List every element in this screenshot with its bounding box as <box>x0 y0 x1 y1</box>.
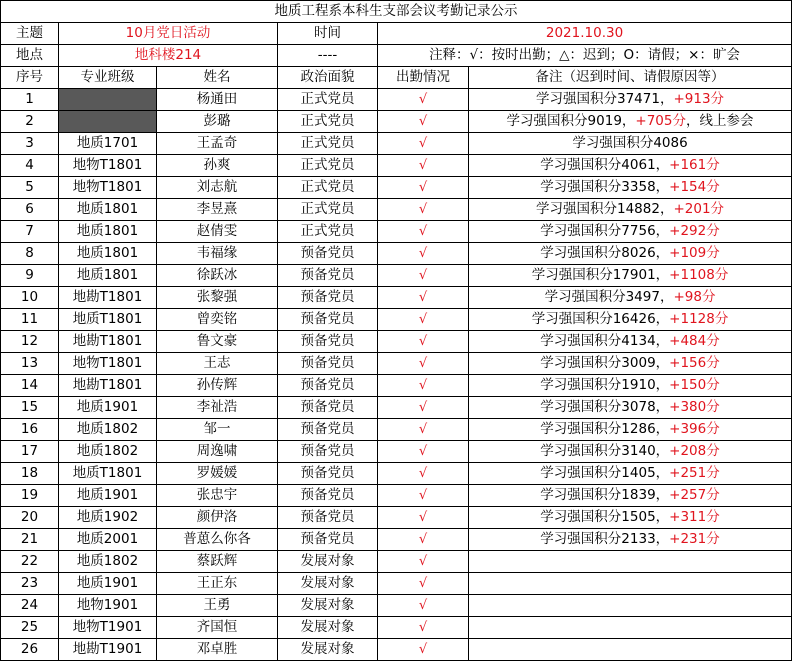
note-text: 学习强国积分17901， <box>531 267 670 283</box>
note-text: 学习强国积分37471， <box>536 91 674 107</box>
status-cell[interactable]: 预备党员 <box>278 309 378 331</box>
table-row <box>1 595 792 617</box>
row-number[interactable]: 19 <box>1 485 59 507</box>
status-cell[interactable]: 预备党员 <box>278 375 378 397</box>
note-text: 学习强国积分1910， <box>540 377 670 393</box>
note-cell[interactable] <box>469 441 792 463</box>
status-cell[interactable]: 正式党员 <box>278 221 378 243</box>
name-cell[interactable]: 王勇 <box>157 595 278 617</box>
note-gain: +396分 <box>669 421 720 437</box>
note-gain: +201分 <box>673 201 725 217</box>
note-text: 学习强国积分4086 <box>572 135 688 151</box>
name-cell[interactable]: 孙爽 <box>157 155 278 177</box>
row-number[interactable]: 12 <box>1 331 59 353</box>
check-mark-icon: √ <box>418 114 428 129</box>
note-gain: +154分 <box>669 179 720 195</box>
table-row <box>1 221 792 243</box>
attendance-cell[interactable] <box>378 221 469 243</box>
header-attendance[interactable]: 出勤情况 <box>378 67 469 89</box>
time-value[interactable]: 2021.10.30 <box>378 23 792 45</box>
name-cell[interactable]: 普葸么你各 <box>157 529 278 551</box>
attendance-cell[interactable] <box>378 353 469 375</box>
table-row <box>1 639 792 661</box>
row-number[interactable]: 13 <box>1 353 59 375</box>
note-gain: +150分 <box>669 377 720 393</box>
check-mark-icon: √ <box>418 488 428 503</box>
header-no[interactable]: 序号 <box>1 67 59 89</box>
table-row <box>1 485 792 507</box>
note-text: 学习强国积分7756， <box>540 223 670 239</box>
table-row <box>1 573 792 595</box>
name-cell[interactable]: 蔡跃辉 <box>157 551 278 573</box>
row-number[interactable]: 20 <box>1 507 59 529</box>
name-cell[interactable]: 赵倩雯 <box>157 221 278 243</box>
header-notes[interactable]: 备注（迟到时间、请假原因等） <box>469 67 792 89</box>
status-cell[interactable]: 预备党员 <box>278 397 378 419</box>
note-suffix: ，线上参会 <box>686 113 754 129</box>
check-mark-icon: √ <box>418 158 428 173</box>
note-text: 学习强国积分1839， <box>540 487 670 503</box>
note-text: 学习强国积分3358， <box>540 179 670 195</box>
note-cell[interactable] <box>469 463 792 485</box>
row-number[interactable]: 25 <box>1 617 59 639</box>
name-cell[interactable]: 邹一 <box>157 419 278 441</box>
title-row <box>1 1 792 23</box>
attendance-cell[interactable] <box>378 287 469 309</box>
row-number[interactable]: 21 <box>1 529 59 551</box>
class-cell[interactable]: 地勘T1801 <box>59 287 157 309</box>
note-text: 学习强国积分2133， <box>540 531 670 547</box>
check-mark-icon: √ <box>418 180 428 195</box>
status-cell[interactable]: 预备党员 <box>278 419 378 441</box>
check-mark-icon: √ <box>418 466 428 481</box>
attendance-cell[interactable] <box>378 89 469 111</box>
note-text: 学习强国积分16426， <box>531 311 670 327</box>
check-mark-icon: √ <box>418 334 428 349</box>
attendance-cell[interactable] <box>378 111 469 133</box>
row-number[interactable]: 23 <box>1 573 59 595</box>
row-number[interactable]: 7 <box>1 221 59 243</box>
note-gain: +208分 <box>669 443 720 459</box>
table-row <box>1 111 792 133</box>
note-gain: +1108分 <box>669 267 729 283</box>
class-cell[interactable]: 地质1901 <box>59 573 157 595</box>
check-mark-icon: √ <box>418 510 428 525</box>
note-gain: +1128分 <box>669 311 729 327</box>
name-cell[interactable]: 徐跃冰 <box>157 265 278 287</box>
class-cell[interactable] <box>59 111 157 133</box>
attendance-cell[interactable] <box>378 331 469 353</box>
note-cell[interactable] <box>469 155 792 177</box>
note-cell[interactable] <box>469 89 792 111</box>
note-cell[interactable] <box>469 639 792 661</box>
class-cell[interactable]: 地质1802 <box>59 419 157 441</box>
place-row <box>1 45 792 67</box>
check-mark-icon: √ <box>418 312 428 327</box>
note-cell[interactable] <box>469 309 792 331</box>
note-gain: +257分 <box>669 487 720 503</box>
row-number[interactable]: 22 <box>1 551 59 573</box>
check-mark-icon: √ <box>418 202 428 217</box>
class-cell[interactable]: 地质T1801 <box>59 463 157 485</box>
place-value[interactable]: 地科楼214 <box>59 45 278 67</box>
class-cell[interactable]: 地质1801 <box>59 243 157 265</box>
note-gain: +109分 <box>669 245 720 261</box>
legend-note[interactable]: 注释：√：按时出勤；△：迟到；O：请假；×：旷会 <box>378 45 792 67</box>
table-row <box>1 397 792 419</box>
check-mark-icon: √ <box>418 444 428 459</box>
note-gain: +292分 <box>669 223 720 239</box>
name-cell[interactable]: 颜伊洛 <box>157 507 278 529</box>
attendance-cell[interactable] <box>378 397 469 419</box>
row-number[interactable]: 24 <box>1 595 59 617</box>
attendance-cell[interactable] <box>378 507 469 529</box>
table-row <box>1 309 792 331</box>
row-number[interactable]: 8 <box>1 243 59 265</box>
status-cell[interactable]: 预备党员 <box>278 287 378 309</box>
status-cell[interactable]: 预备党员 <box>278 485 378 507</box>
status-cell[interactable]: 正式党员 <box>278 133 378 155</box>
note-gain: +251分 <box>669 465 720 481</box>
note-gain: +311分 <box>669 509 720 525</box>
check-mark-icon: √ <box>418 268 428 283</box>
status-cell[interactable]: 预备党员 <box>278 441 378 463</box>
check-mark-icon: √ <box>418 642 428 657</box>
status-cell[interactable]: 预备党员 <box>278 353 378 375</box>
class-cell[interactable]: 地物T1801 <box>59 155 157 177</box>
check-mark-icon: √ <box>418 224 428 239</box>
check-mark-icon: √ <box>418 356 428 371</box>
note-cell[interactable] <box>469 265 792 287</box>
note-gain: +231分 <box>669 531 720 547</box>
attendance-cell[interactable] <box>378 617 469 639</box>
attendance-cell[interactable] <box>378 639 469 661</box>
row-number[interactable]: 16 <box>1 419 59 441</box>
table-row <box>1 419 792 441</box>
table-row <box>1 331 792 353</box>
name-cell[interactable]: 张忠宇 <box>157 485 278 507</box>
check-mark-icon: √ <box>418 92 428 107</box>
status-cell[interactable]: 预备党员 <box>278 529 378 551</box>
class-cell[interactable] <box>59 89 157 111</box>
note-text: 学习强国积分1286， <box>540 421 670 437</box>
note-text: 学习强国积分4134， <box>540 333 670 349</box>
class-cell[interactable]: 地质2001 <box>59 529 157 551</box>
table-row <box>1 133 792 155</box>
place-label[interactable]: 地点 <box>1 45 59 67</box>
note-text: 学习强国积分3078， <box>540 399 670 415</box>
table-row <box>1 89 792 111</box>
note-cell[interactable] <box>469 397 792 419</box>
table-row <box>1 441 792 463</box>
note-gain: +705分 <box>635 113 686 129</box>
note-cell[interactable] <box>469 419 792 441</box>
header-name[interactable]: 姓名 <box>157 67 278 89</box>
row-number[interactable]: 15 <box>1 397 59 419</box>
check-mark-icon: √ <box>418 378 428 393</box>
subject-label[interactable]: 主题 <box>1 23 59 45</box>
note-cell[interactable] <box>469 375 792 397</box>
name-cell[interactable]: 王正东 <box>157 573 278 595</box>
attendance-cell[interactable] <box>378 243 469 265</box>
class-cell[interactable]: 地勘T1901 <box>59 639 157 661</box>
status-cell[interactable]: 预备党员 <box>278 243 378 265</box>
attendance-cell[interactable] <box>378 573 469 595</box>
name-cell[interactable]: 曾奕铭 <box>157 309 278 331</box>
note-text: 学习强国积分3009， <box>540 355 670 371</box>
check-mark-icon: √ <box>418 422 428 437</box>
check-mark-icon: √ <box>418 532 428 547</box>
name-cell[interactable]: 邓卓胜 <box>157 639 278 661</box>
note-cell[interactable] <box>469 221 792 243</box>
class-cell[interactable]: 地质1901 <box>59 485 157 507</box>
attendance-cell[interactable] <box>378 309 469 331</box>
attendance-cell[interactable] <box>378 463 469 485</box>
class-cell[interactable]: 地物T1801 <box>59 353 157 375</box>
check-mark-icon: √ <box>418 598 428 613</box>
name-cell[interactable]: 彭璐 <box>157 111 278 133</box>
status-cell[interactable]: 发展对象 <box>278 595 378 617</box>
class-cell[interactable]: 地勘T1801 <box>59 331 157 353</box>
name-cell[interactable]: 齐国恒 <box>157 617 278 639</box>
note-gain: +913分 <box>673 91 725 107</box>
row-number[interactable]: 10 <box>1 287 59 309</box>
name-cell[interactable]: 周逸啸 <box>157 441 278 463</box>
attendance-cell[interactable] <box>378 419 469 441</box>
header-status[interactable]: 政治面貌 <box>278 67 378 89</box>
note-cell[interactable] <box>469 177 792 199</box>
class-cell[interactable]: 地物1901 <box>59 595 157 617</box>
status-cell[interactable]: 发展对象 <box>278 573 378 595</box>
note-cell[interactable] <box>469 199 792 221</box>
row-number[interactable]: 17 <box>1 441 59 463</box>
table-row <box>1 265 792 287</box>
row-number[interactable]: 11 <box>1 309 59 331</box>
check-mark-icon: √ <box>418 246 428 261</box>
attendance-cell[interactable] <box>378 155 469 177</box>
note-cell[interactable] <box>469 331 792 353</box>
note-text: 学习强国积分3140， <box>540 443 670 459</box>
name-cell[interactable]: 韦福缘 <box>157 243 278 265</box>
status-cell[interactable]: 正式党员 <box>278 155 378 177</box>
note-text: 学习强国积分14882， <box>536 201 674 217</box>
attendance-cell[interactable] <box>378 441 469 463</box>
status-cell[interactable]: 正式党员 <box>278 177 378 199</box>
row-number[interactable]: 26 <box>1 639 59 661</box>
name-cell[interactable]: 刘志航 <box>157 177 278 199</box>
name-cell[interactable]: 鲁文豪 <box>157 331 278 353</box>
note-cell[interactable] <box>469 485 792 507</box>
name-cell[interactable]: 孙传辉 <box>157 375 278 397</box>
note-text: 学习强国积分8026， <box>540 245 670 261</box>
row-number[interactable]: 5 <box>1 177 59 199</box>
check-mark-icon: √ <box>418 290 428 305</box>
row-number[interactable]: 18 <box>1 463 59 485</box>
status-cell[interactable]: 预备党员 <box>278 507 378 529</box>
class-cell[interactable]: 地勘T1801 <box>59 375 157 397</box>
row-number[interactable]: 9 <box>1 265 59 287</box>
note-cell[interactable] <box>469 551 792 573</box>
attendance-cell[interactable] <box>378 485 469 507</box>
class-cell[interactable]: 地物T1801 <box>59 177 157 199</box>
table-row <box>1 617 792 639</box>
class-cell[interactable]: 地质1802 <box>59 551 157 573</box>
name-cell[interactable]: 李昱熹 <box>157 199 278 221</box>
class-cell[interactable]: 地质1802 <box>59 441 157 463</box>
note-cell[interactable] <box>469 617 792 639</box>
note-text: 学习强国积分1505， <box>540 509 670 525</box>
check-mark-icon: √ <box>418 576 428 591</box>
note-cell[interactable] <box>469 507 792 529</box>
note-gain: +484分 <box>669 333 720 349</box>
name-cell[interactable]: 张黎强 <box>157 287 278 309</box>
row-number[interactable]: 3 <box>1 133 59 155</box>
note-text: 学习强国积分1405， <box>540 465 670 481</box>
sheet-title[interactable]: 地质工程系本科生支部会议考勤记录公示 <box>1 1 792 23</box>
note-cell[interactable] <box>469 353 792 375</box>
attendance-cell[interactable] <box>378 551 469 573</box>
subject-value[interactable]: 10月党日活动 <box>59 23 278 45</box>
class-cell[interactable]: 地质1801 <box>59 221 157 243</box>
status-cell[interactable]: 发展对象 <box>278 639 378 661</box>
row-number[interactable]: 1 <box>1 89 59 111</box>
table-row <box>1 177 792 199</box>
header-row <box>1 67 792 89</box>
row-number[interactable]: 4 <box>1 155 59 177</box>
note-cell[interactable] <box>469 111 792 133</box>
table-row <box>1 243 792 265</box>
table-row <box>1 507 792 529</box>
status-cell[interactable]: 正式党员 <box>278 199 378 221</box>
attendance-cell[interactable] <box>378 595 469 617</box>
attendance-cell[interactable] <box>378 265 469 287</box>
table-row <box>1 199 792 221</box>
class-cell[interactable]: 地质1902 <box>59 507 157 529</box>
note-cell[interactable] <box>469 595 792 617</box>
note-cell[interactable] <box>469 133 792 155</box>
class-cell[interactable]: 地质1801 <box>59 265 157 287</box>
row-number[interactable]: 14 <box>1 375 59 397</box>
status-cell[interactable]: 正式党员 <box>278 111 378 133</box>
note-text: 学习强国积分3497， <box>544 289 674 305</box>
status-cell[interactable]: 预备党员 <box>278 331 378 353</box>
status-cell[interactable]: 预备党员 <box>278 463 378 485</box>
dashes-cell[interactable]: ---- <box>278 45 378 67</box>
class-cell[interactable]: 地质1701 <box>59 133 157 155</box>
class-cell[interactable]: 地质1801 <box>59 199 157 221</box>
name-cell[interactable]: 王志 <box>157 353 278 375</box>
row-number[interactable]: 6 <box>1 199 59 221</box>
class-cell[interactable]: 地质T1801 <box>59 309 157 331</box>
name-cell[interactable]: 王孟奇 <box>157 133 278 155</box>
table-row <box>1 155 792 177</box>
row-number[interactable]: 2 <box>1 111 59 133</box>
status-cell[interactable]: 预备党员 <box>278 265 378 287</box>
note-cell[interactable] <box>469 573 792 595</box>
table-row <box>1 353 792 375</box>
note-gain: +156分 <box>669 355 720 371</box>
name-cell[interactable]: 罗媛媛 <box>157 463 278 485</box>
name-cell[interactable]: 杨通田 <box>157 89 278 111</box>
time-label[interactable]: 时间 <box>278 23 378 45</box>
note-gain: +161分 <box>669 157 720 173</box>
table-row <box>1 463 792 485</box>
subject-row <box>1 23 792 45</box>
check-mark-icon: √ <box>418 400 428 415</box>
attendance-cell[interactable] <box>378 375 469 397</box>
status-cell[interactable]: 正式党员 <box>278 89 378 111</box>
note-text: 学习强国积分9019， <box>506 113 636 129</box>
table-row <box>1 529 792 551</box>
name-cell[interactable]: 李祉浩 <box>157 397 278 419</box>
check-mark-icon: √ <box>418 620 428 635</box>
note-gain: +380分 <box>669 399 720 415</box>
note-cell[interactable] <box>469 287 792 309</box>
status-cell[interactable]: 发展对象 <box>278 551 378 573</box>
check-mark-icon: √ <box>418 136 428 151</box>
note-text: 学习强国积分4061， <box>540 157 670 173</box>
table-row <box>1 287 792 309</box>
attendance-cell[interactable] <box>378 133 469 155</box>
attendance-cell[interactable] <box>378 529 469 551</box>
status-cell[interactable]: 发展对象 <box>278 617 378 639</box>
attendance-cell[interactable] <box>378 199 469 221</box>
table-row <box>1 375 792 397</box>
attendance-cell[interactable] <box>378 177 469 199</box>
table-row <box>1 551 792 573</box>
note-cell[interactable] <box>469 243 792 265</box>
class-cell[interactable]: 地物T1901 <box>59 617 157 639</box>
note-cell[interactable] <box>469 529 792 551</box>
class-cell[interactable]: 地质1901 <box>59 397 157 419</box>
check-mark-icon: √ <box>418 554 428 569</box>
note-gain: +98分 <box>673 289 716 305</box>
header-class[interactable]: 专业班级 <box>59 67 157 89</box>
